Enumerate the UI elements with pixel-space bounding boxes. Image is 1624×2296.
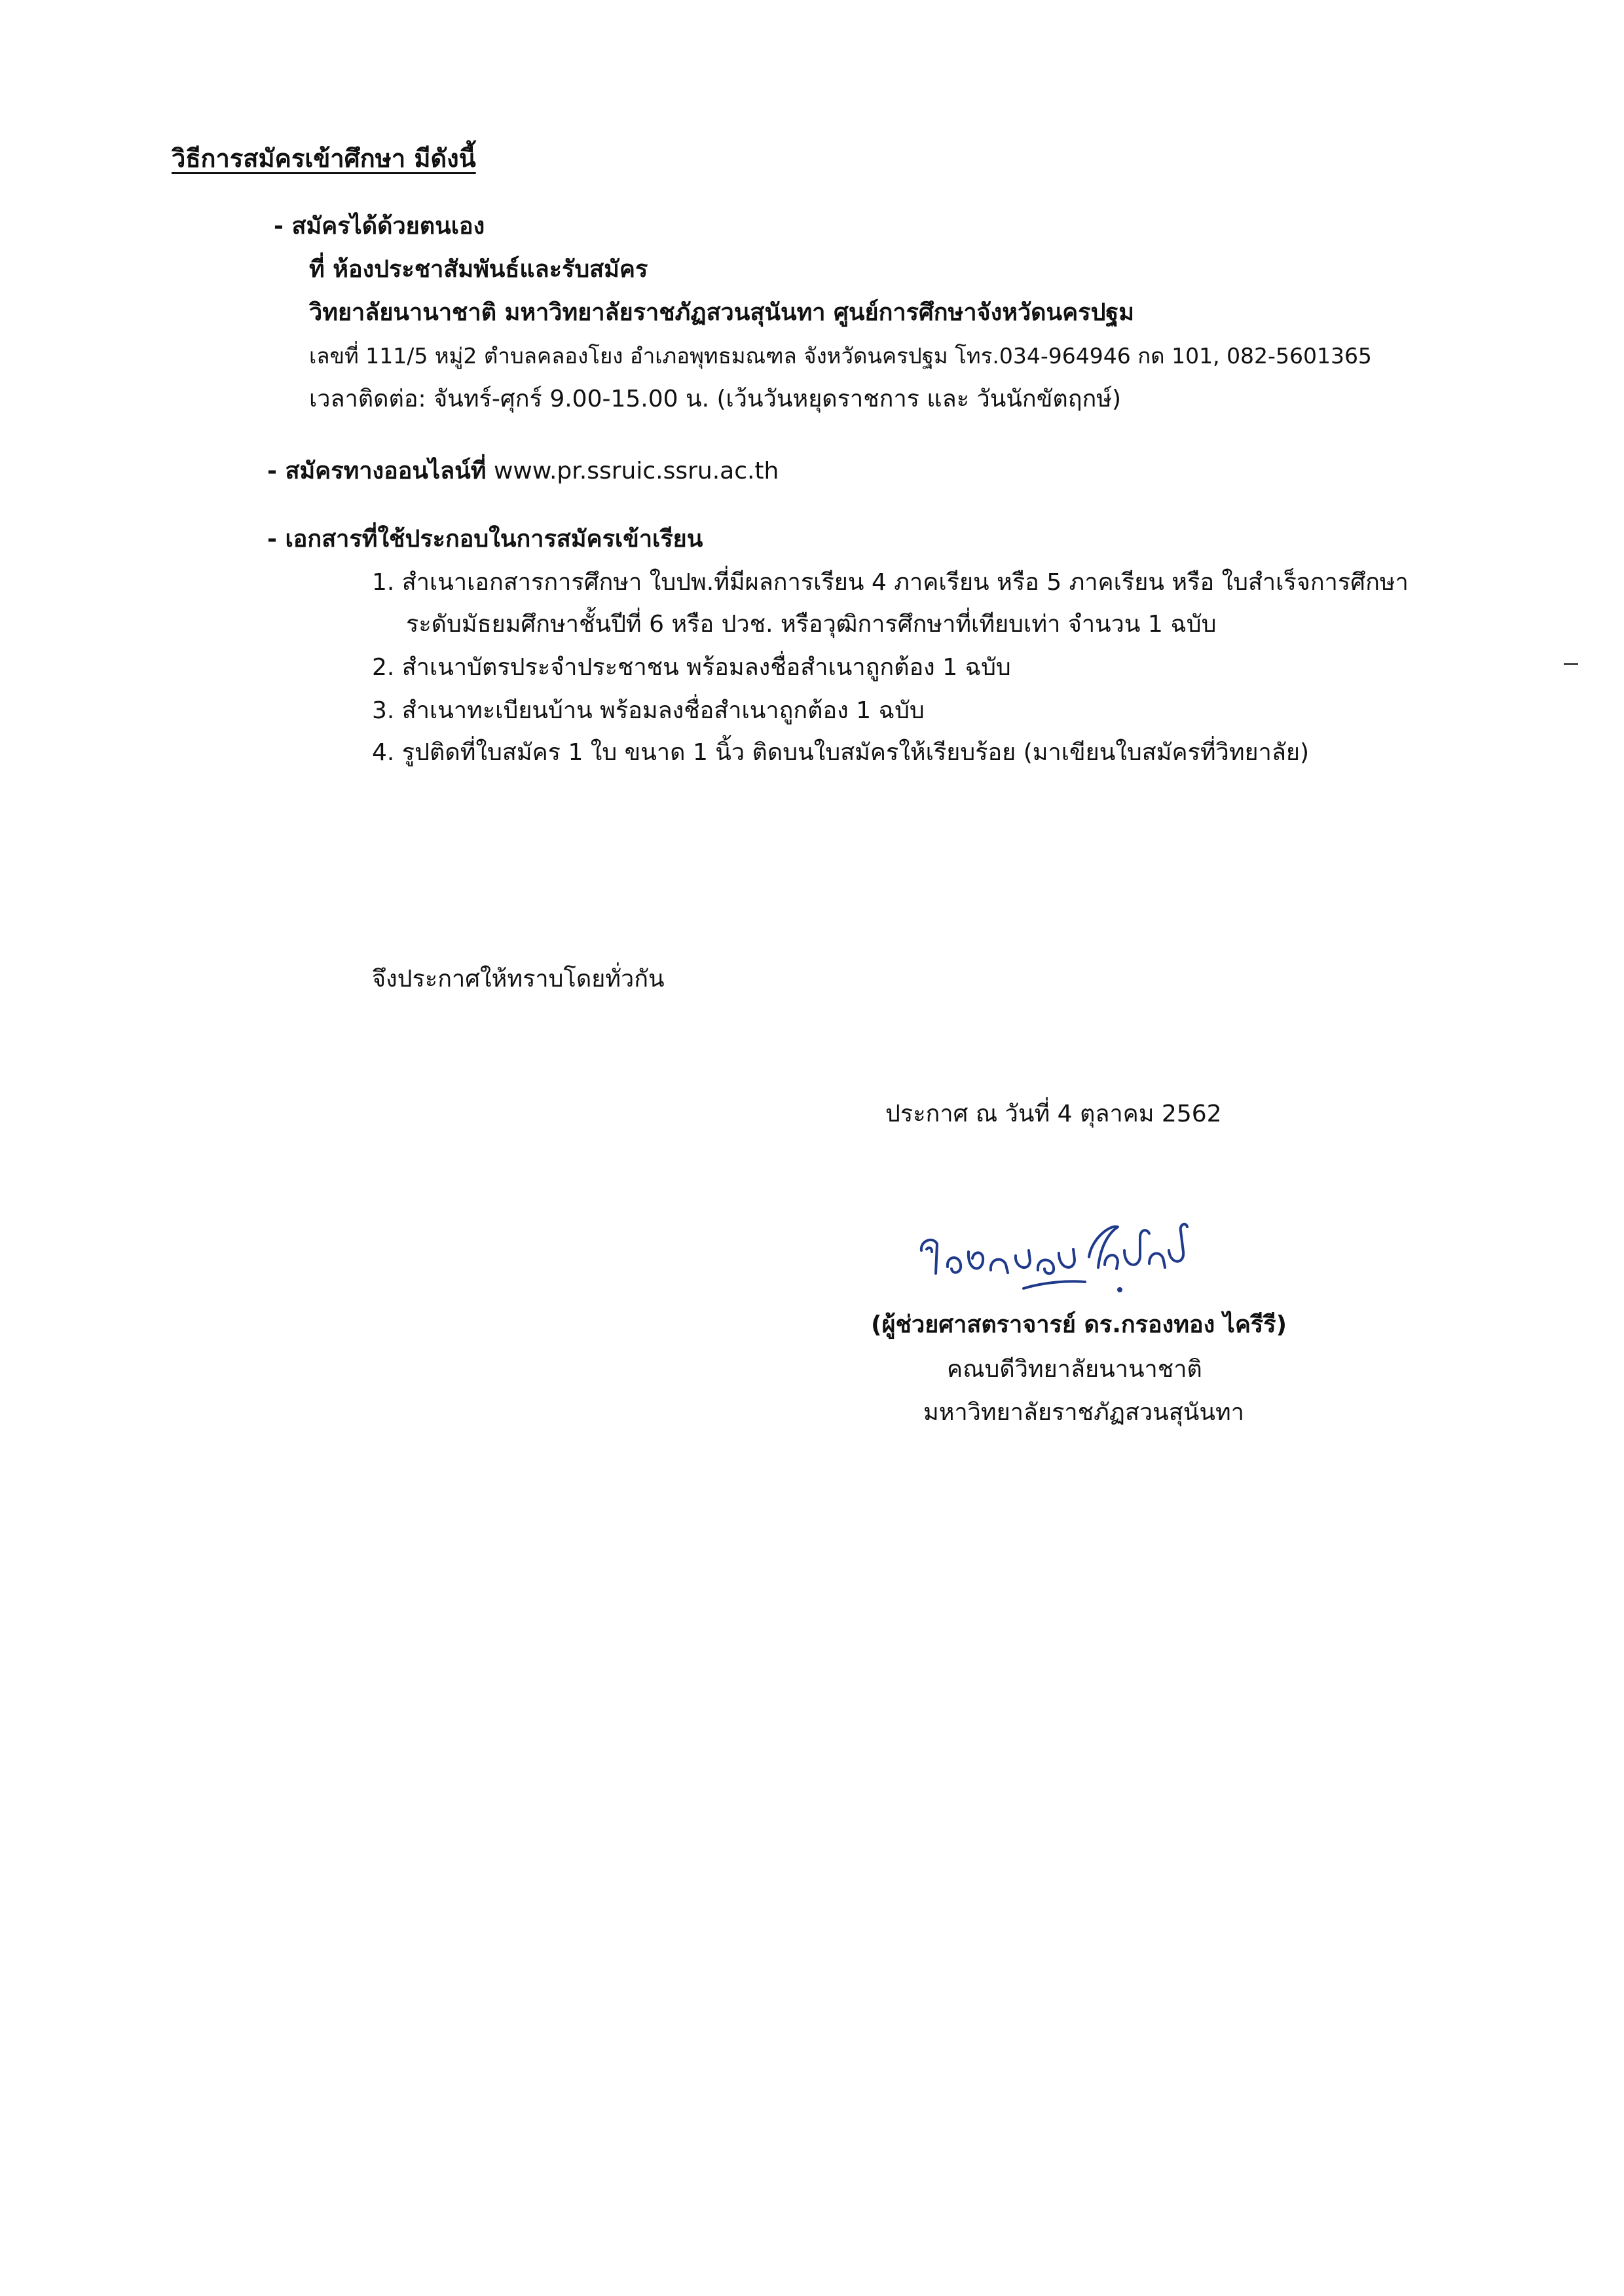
- closing-statement: จึงประกาศให้ทราบโดยทั่วกัน: [372, 966, 665, 993]
- announcement-date: ประกาศ ณ วันที่ 4 ตุลาคม 2562: [885, 1101, 1222, 1127]
- document-item-3: 3. สำเนาทะเบียนบ้าน พร้อมลงชื่อสำเนาถูกต้อง 1 ฉบับ: [372, 697, 925, 724]
- apply-location: ที่ ห้องประชาสัมพันธ์และรับสมัคร: [309, 256, 648, 283]
- document-item-2: 2. สำเนาบัตรประจำประชาชน พร้อมลงชื่อสำเนาถูกต้อง 1 ฉบับ: [372, 654, 1011, 681]
- apply-hours: เวลาติดต่อ: จันทร์-ศุกร์ 9.00-15.00 น. (เว้นวันหยุดราชการ และ วันนักขัตฤกษ์): [309, 386, 1122, 412]
- apply-institution: วิทยาลัยนานาชาติ มหาวิทยาลัยราชภัฏสวนสุนันทา ศูนย์การศึกษาจังหวัดนครปฐม: [309, 299, 1135, 326]
- signatory-organization: มหาวิทยาลัยราชภัฏสวนสุนันทา: [923, 1399, 1244, 1426]
- signatory-position: คณบดีวิทยาลัยนานาชาติ: [947, 1356, 1202, 1383]
- document-item-4: 4. รูปติดที่ใบสมัคร 1 ใบ ขนาด 1 นิ้ว ติดบนใบสมัครให้เรียบร้อย (มาเขียนใบสมัครที่วิทยาลัย): [372, 739, 1310, 766]
- apply-in-person-title: - สมัครได้ด้วยตนเอง: [274, 213, 485, 240]
- document-item-1: 1. สำเนาเอกสารการศึกษา ใบปพ.ที่มีผลการเรียน 4 ภาคเรียน หรือ 5 ภาคเรียน หรือ ใบสำเร็จการศึกษา: [372, 569, 1409, 596]
- documents-title: - เอกสารที่ใช้ประกอบในการสมัครเข้าเรียน: [267, 526, 703, 553]
- document-item-1-continued: ระดับมัธยมศึกษาชั้นปีที่ 6 หรือ ปวช. หรือวุฒิการศึกษาที่เทียบเท่า จำนวน 1 ฉบับ: [406, 611, 1217, 638]
- handwritten-signature: [913, 1205, 1189, 1309]
- apply-online-line: [267, 456, 779, 487]
- apply-address: เลขที่ 111/5 หมู่2 ตำบลคลองโยง อำเภอพุทธมณฑล จังหวัดนครปฐม โทร.034-964946 กด 101, 082-5601365: [309, 343, 1372, 369]
- apply-online-label: - สมัครทางออนไลน์ที่: [267, 458, 487, 484]
- scan-mark: [1564, 663, 1578, 665]
- section-heading: วิธีการสมัครเข้าศึกษา มีดังนี้: [172, 144, 476, 173]
- signatory-name: (ผู้ช่วยศาสตราจารย์ ดร.กรองทอง ไครีรี): [871, 1311, 1287, 1338]
- apply-online-url[interactable]: www.pr.ssruic.ssru.ac.th: [493, 458, 779, 484]
